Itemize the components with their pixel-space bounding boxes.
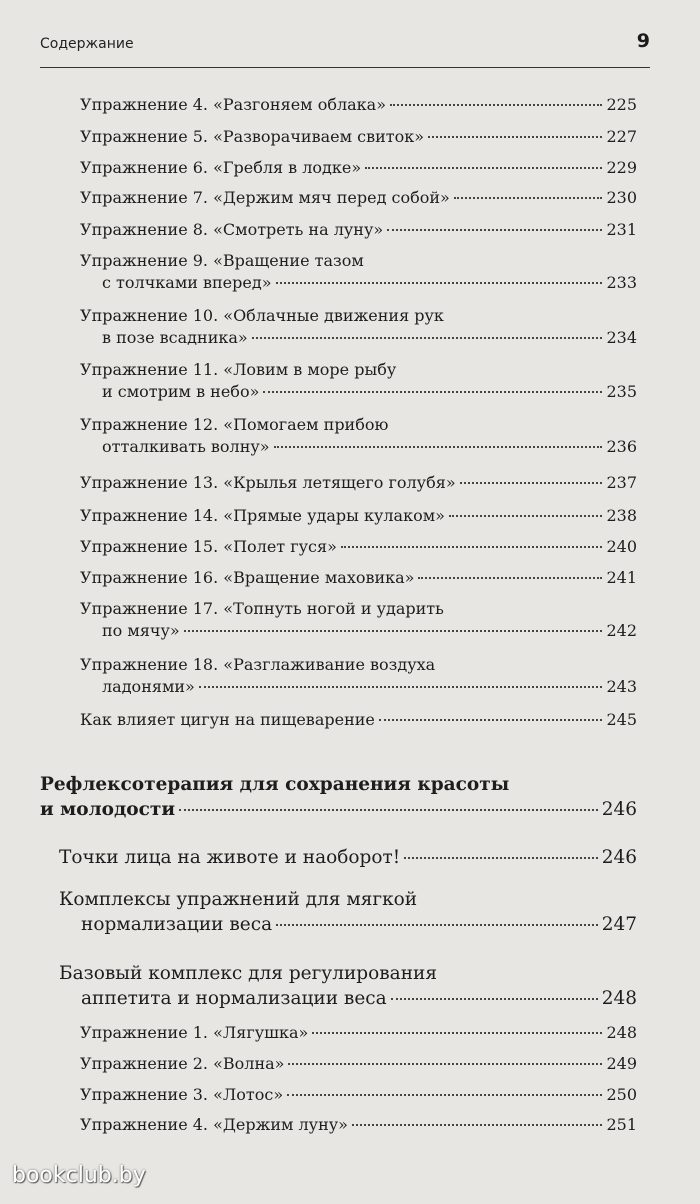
toc-entry-title: Упражнение 7. «Держим мяч перед собой» [80, 188, 450, 207]
toc-entry-title: Упражнение 2. «Волна» [80, 1054, 285, 1073]
leader-dots [341, 545, 603, 548]
toc-entry-title-line1: Упражнение 9. «Вращение тазом [80, 251, 364, 270]
toc-entry-title: в позе всадника» [102, 328, 248, 347]
toc-entry-page: 231 [606, 220, 637, 239]
toc-entry-title-line1: Упражнение 18. «Разглаживание воздуха [80, 655, 436, 674]
toc-subsection [59, 887, 637, 937]
toc-section-page: 246 [601, 799, 637, 820]
leader-dots [418, 576, 602, 579]
toc-entry-page: 240 [606, 537, 637, 556]
toc-entry-title: ладонями» [102, 677, 195, 696]
toc-entry-title: Упражнение 5. «Разворачиваем свиток» [80, 127, 425, 146]
leader-dots [252, 336, 603, 339]
toc-subsection-page: 248 [601, 988, 637, 1009]
toc-entry [80, 359, 637, 403]
toc-entry-page: 236 [606, 437, 637, 456]
toc-entry [80, 709, 637, 731]
toc-entry-title: с толчками вперед» [102, 273, 272, 292]
leader-dots [276, 281, 603, 284]
leader-dots [352, 1123, 602, 1126]
toc-section-title: и молодости [40, 799, 176, 820]
toc-entry-title-line1: Упражнение 10. «Облачные движения рук [80, 306, 444, 325]
toc-subsection [59, 961, 637, 1011]
toc-entry-page: 233 [606, 273, 637, 292]
toc-entry [80, 157, 637, 179]
leader-dots [379, 718, 603, 721]
toc-entry [80, 126, 637, 148]
toc-entry-title: Упражнение 4. «Разгоняем облака» [80, 95, 386, 114]
toc-entry [80, 536, 637, 558]
toc-entry-title: и смотрим в небо» [102, 382, 260, 401]
leader-dots [179, 808, 598, 811]
page-number: 9 [636, 30, 650, 52]
toc-entry-page: 237 [606, 473, 637, 492]
toc-entry-title: Упражнение 16. «Вращение маховика» [80, 568, 415, 587]
toc-entry-title: по мячу» [102, 621, 180, 640]
toc-entry-title-line1: Упражнение 11. «Ловим в море рыбу [80, 360, 397, 379]
running-header [40, 30, 650, 66]
leader-dots [428, 135, 602, 138]
leader-dots [288, 1062, 602, 1065]
toc-section-title-line1: Рефлексотерапия для сохранения красоты [40, 774, 510, 795]
toc-entry [80, 1022, 637, 1044]
toc-entry-page: 242 [606, 621, 637, 640]
toc-subsection [59, 845, 637, 870]
toc-entry [80, 219, 637, 241]
leader-dots [274, 445, 603, 448]
toc-entry [80, 472, 637, 494]
toc-entry-title: Упражнение 8. «Смотреть на луну» [80, 220, 384, 239]
toc-subsection-title: аппетита и нормализации веса [81, 988, 387, 1009]
leader-dots [391, 997, 598, 1000]
toc-entry-title: Упражнение 1. «Лягушка» [80, 1023, 309, 1042]
toc-entry [80, 414, 637, 458]
toc-entry-page: 241 [606, 568, 637, 587]
toc-entry [80, 598, 637, 642]
leader-dots [460, 481, 603, 484]
toc-subsection-title-line1: Комплексы упражнений для мягкой [59, 889, 418, 910]
toc-entry-title: Как влияет цигун на пищеварение [80, 710, 375, 729]
toc-entry-page: 248 [606, 1023, 637, 1042]
toc-entry-title: Упражнение 4. «Держим луну» [80, 1115, 348, 1134]
leader-dots [287, 1093, 602, 1096]
toc-entry-title: Упражнение 14. «Прямые удары кулаком» [80, 506, 445, 525]
toc-subsection-page: 246 [601, 847, 637, 868]
toc-entry-title: Упражнение 3. «Лотос» [80, 1085, 284, 1104]
toc-subsection-page: 247 [601, 914, 637, 935]
toc-entry-title-line1: Упражнение 17. «Топнуть ногой и ударить [80, 599, 444, 618]
leader-dots [276, 923, 598, 926]
toc-entry [80, 94, 637, 116]
leader-dots [199, 685, 603, 688]
toc-section [40, 772, 637, 822]
leader-dots [263, 390, 602, 393]
toc-entry [80, 567, 637, 589]
toc-entry-page: 227 [606, 127, 637, 146]
toc-entry [80, 187, 637, 209]
leader-dots [449, 514, 603, 517]
toc-entry-title: Упражнение 6. «Гребля в лодке» [80, 158, 362, 177]
toc-entry-page: 225 [606, 95, 637, 114]
leader-dots [454, 196, 603, 199]
toc-entry-title-line1: Упражнение 12. «Помогаем прибою [80, 415, 389, 434]
toc-entry [80, 1053, 637, 1075]
toc-entry-page: 250 [606, 1085, 637, 1104]
toc-subsection-title-line1: Базовый комплекс для регулирования [59, 963, 438, 984]
toc-subsection-title: нормализации веса [81, 914, 273, 935]
toc-entry-page: 251 [606, 1115, 637, 1134]
toc-entry [80, 1114, 637, 1136]
leader-dots [387, 228, 602, 231]
toc-entry-page: 234 [606, 328, 637, 347]
toc-entry-page: 243 [606, 677, 637, 696]
toc-entry [80, 505, 637, 527]
toc-subsection-title: Точки лица на животе и наоборот! [59, 847, 401, 868]
toc-entry-page: 245 [606, 710, 637, 729]
toc-entry-page: 229 [606, 158, 637, 177]
leader-dots [312, 1031, 602, 1034]
toc-entry-page: 235 [606, 382, 637, 401]
leader-dots [184, 629, 603, 632]
toc-entry-page: 238 [606, 506, 637, 525]
watermark: bookclub.by [12, 1163, 146, 1188]
toc-entry [80, 1084, 637, 1106]
toc-entry [80, 305, 637, 349]
toc-entry-page: 249 [606, 1054, 637, 1073]
leader-dots [365, 166, 602, 169]
header-divider [40, 67, 650, 68]
toc-entry [80, 654, 637, 698]
toc-entry [80, 250, 637, 294]
toc-entry-page: 230 [606, 188, 637, 207]
leader-dots [390, 103, 602, 106]
toc-entry-title: отталкивать волну» [102, 437, 270, 456]
leader-dots [404, 856, 597, 859]
running-header-title: Содержание [40, 36, 134, 52]
toc-entry-title: Упражнение 15. «Полет гуся» [80, 537, 337, 556]
toc-entry-title: Упражнение 13. «Крылья летящего голубя» [80, 473, 456, 492]
